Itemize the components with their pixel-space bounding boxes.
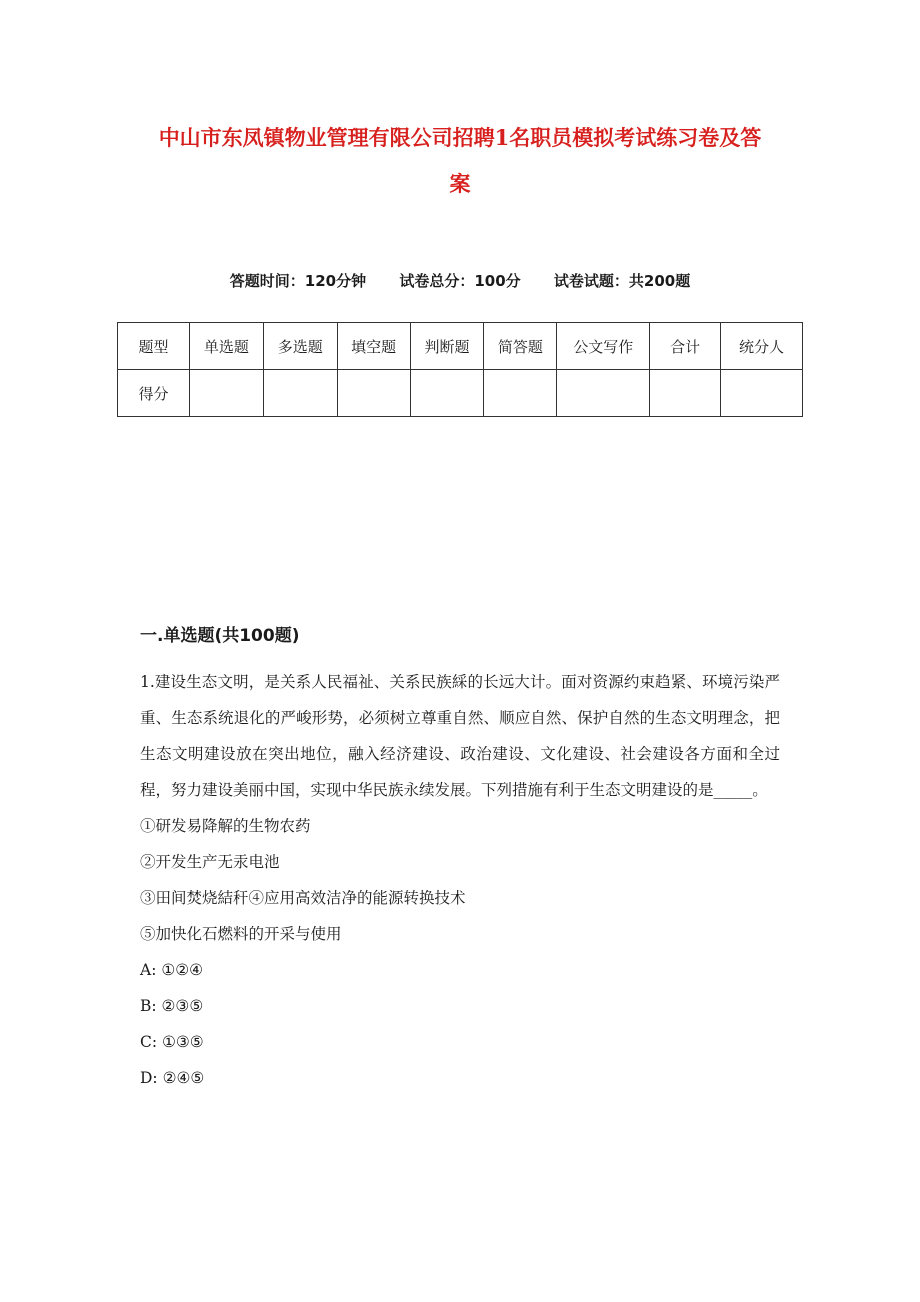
header-cell: 统分人 <box>721 323 803 370</box>
header-cell: 多选题 <box>263 323 337 370</box>
header-cell: 题型 <box>118 323 190 370</box>
question-item: ③田间焚烧結秆④应用高效洁净的能源转换技术 <box>140 889 466 907</box>
score-cell <box>721 370 803 417</box>
header-cell: 判断题 <box>410 323 484 370</box>
question-block <box>140 664 780 1096</box>
score-cell <box>650 370 721 417</box>
score-cell <box>189 370 263 417</box>
score-cell <box>484 370 557 417</box>
score-cell <box>557 370 650 417</box>
score-table <box>117 322 803 417</box>
exam-meta <box>0 268 920 294</box>
answer-option-a: A: ①②④ <box>140 961 204 979</box>
score-cell <box>337 370 410 417</box>
exam-time: 答题时间：120分钟 <box>229 272 367 290</box>
exam-total-questions: 试卷试题：共200题 <box>553 272 691 290</box>
header-cell: 单选题 <box>189 323 263 370</box>
score-cell <box>263 370 337 417</box>
document-title-line2: 案 <box>449 171 471 196</box>
answer-option-b: B: ②③⑤ <box>140 997 204 1015</box>
header-cell: 填空题 <box>337 323 410 370</box>
score-cell <box>410 370 484 417</box>
section-title: 一.单选题(共100题) <box>140 626 300 646</box>
score-table-score-row <box>118 370 803 417</box>
answer-option-d: D: ②④⑤ <box>140 1069 205 1087</box>
answer-option-c: C: ①③⑤ <box>140 1033 204 1051</box>
exam-total-score: 试卷总分：100分 <box>399 272 521 290</box>
header-cell: 简答题 <box>484 323 557 370</box>
question-text: 1.建设生态文明，是关系人民福祉、关系民族綵的长远大计。面对资源约束趋紧、环境污染严重、生态系统退化的严峻形势，必须树立尊重自然、顺应自然、保护自然的生态文明理念，把生态文明建设放在突出地位，融入经济建设、政治建设、文化建设、社会建设各方面和全过程，努力建设美丽中国，实现中华民族永续发展。下列措施有利于生态文明建设的是_____。 <box>140 673 780 799</box>
question-item: ②开发生产无汞电池 <box>140 853 280 871</box>
row-label-cell: 得分 <box>118 370 190 417</box>
document-title-line1: 中山市东凤镇物业管理有限公司招聘1名职员模拟考试练习卷及答 <box>158 125 762 150</box>
question-item: ⑤加快化石燃料的开采与使用 <box>140 925 342 943</box>
header-cell: 合计 <box>650 323 721 370</box>
header-cell: 公文写作 <box>557 323 650 370</box>
score-table-header-row <box>118 323 803 370</box>
question-item: ①研发易降解的生物农药 <box>140 817 311 835</box>
